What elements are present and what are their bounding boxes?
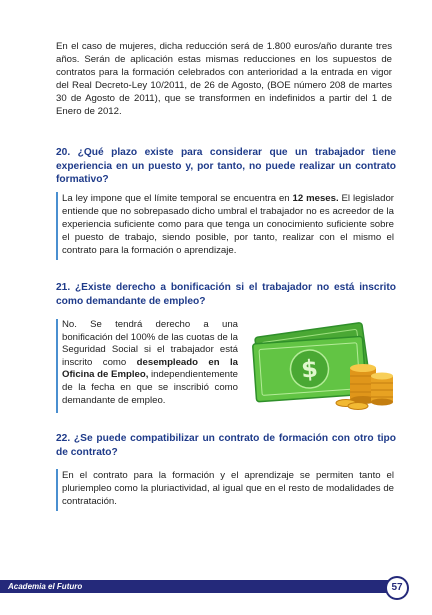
q20-answer [58,192,394,257]
money-illustration [250,312,395,410]
footer-bar [0,580,400,593]
q21-answer-post: independientemente de la fecha en que se inscribió como demandante de empleo. [62,369,238,406]
q22-answer-block [56,469,394,511]
svg-text:$: $ [300,354,319,384]
money-bills-coins-icon [250,312,395,410]
footer-publisher: Academia el Futuro [8,582,83,591]
q20-answer-block [56,192,394,260]
q20-title: 20. ¿Qué plazo existe para considerar que un trabajador tiene experiencia en un puesto y, por tanto, no puede realizar un contrato formativo? [56,147,396,185]
page-number: 57 [387,578,407,598]
intro-block [56,40,392,120]
q21-answer [58,319,238,407]
q20-answer-post: El legislador entiende que no sobrepasado dicho umbral el trabajador no es acreedor de la experiencia suficiente como para que tenga un conocimiento suficiente sobre el puesto de trabajo, siendo posible, por tanto, realizar con el mismo el contrato para la formación o aprendizaje. [62,193,395,256]
page-number-badge [385,576,409,600]
q21-answer-bold: desempleado en la Oficina de Empleo, [62,356,238,381]
q21-answer-block [56,319,238,413]
q20-answer-bold: 12 meses. [292,193,339,204]
q22-answer: En el contrato para la formación y el aprendizaje se permiten tanto el pluriempleo como la pluriactividad, al igual que en el resto de modalidades de contratación. [62,470,394,507]
q21-answer-pre: No. Se tendrá derecho a una bonificación del 100% de las cuotas de la Seguridad Social si el trabajador está inscrito como [62,319,239,368]
q21-title: 21. ¿Existe derecho a bonificación si el trabajador no está inscrito como demandante de empleo? [56,282,396,307]
intro-paragraph: En el caso de mujeres, dicha reducción será de 1.800 euros/año durante tres años. Serán de aplicación estas mismas reducciones en los supuestos de contratos para la formación celebrados con anterioridad a la entrada en vigor del Real Decreto-Ley 10/2011, de 26 de Agosto, (BOE número 208 de martes 30 de Agosto de 2011), que se transformen en indefinidos a partir del 1 de Enero de 2012. [56,41,392,117]
q20-answer-pre: La ley impone que el límite temporal se encuentra en [62,193,293,204]
q22-title: 22. ¿Se puede compatibilizar un contrato de formación con otro tipo de contrato? [56,433,396,458]
